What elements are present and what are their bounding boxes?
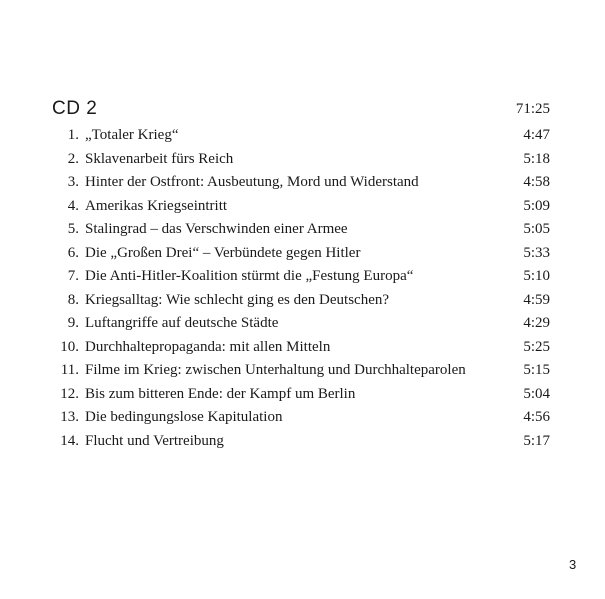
- track-row: [52, 359, 550, 383]
- track-row: [52, 171, 550, 195]
- track-number: 6.: [67, 244, 79, 261]
- track-number: 8.: [67, 291, 79, 308]
- track-row: [52, 124, 550, 148]
- track-number: 4.: [67, 197, 79, 214]
- track-title: Die bedingungslose Kapitulation: [85, 409, 283, 425]
- track-title: Luftangriffe auf deutsche Städte: [85, 315, 279, 331]
- cd-header: [52, 98, 550, 124]
- track-row: [52, 195, 550, 219]
- track-title: Stalingrad – das Verschwinden einer Armee: [85, 221, 348, 237]
- track-time: 5:18: [523, 150, 550, 167]
- track-time: 5:33: [523, 244, 550, 261]
- track-row: [52, 406, 550, 430]
- cd-title: CD 2: [52, 98, 98, 119]
- track-title: Bis zum bitteren Ende: der Kampf um Berlin: [85, 385, 356, 402]
- track-row: [52, 218, 550, 242]
- track-time: 5:09: [523, 197, 550, 214]
- track-title: Flucht und Vertreibung: [85, 432, 224, 449]
- track-row: [52, 430, 550, 454]
- track-row: [52, 148, 550, 172]
- track-number: 11.: [60, 362, 79, 378]
- track-title: Hinter der Ostfront: Ausbeutung, Mord und Widerstand: [85, 174, 419, 190]
- track-number: 1.: [67, 127, 79, 143]
- track-number: 3.: [67, 174, 79, 190]
- track-time: 4:59: [523, 291, 550, 308]
- track-title: Sklavenarbeit fürs Reich: [85, 150, 234, 167]
- track-title: Die Anti-Hitler-Koalition stürmt die „Festung Europa“: [85, 268, 414, 284]
- track-number: 10.: [60, 338, 79, 355]
- track-number: 14.: [60, 432, 79, 449]
- track-title: „Totaler Krieg“: [85, 127, 179, 143]
- track-row: [52, 265, 550, 289]
- tracklist: [52, 124, 550, 453]
- track-title: Amerikas Kriegseintritt: [85, 197, 228, 214]
- track-number: 7.: [67, 268, 79, 284]
- track-time: 4:29: [523, 315, 550, 331]
- track-time: 5:15: [523, 362, 550, 378]
- page-number: 3: [569, 557, 577, 572]
- track-time: 4:56: [523, 409, 550, 425]
- track-time: 5:10: [523, 268, 550, 284]
- track-row: [52, 383, 550, 407]
- track-time: 4:47: [523, 127, 550, 143]
- track-title: Kriegsalltag: Wie schlecht ging es den Deutschen?: [85, 291, 390, 308]
- track-time: 5:25: [523, 338, 550, 355]
- track-row: [52, 312, 550, 336]
- track-number: 5.: [67, 221, 79, 237]
- track-number: 2.: [67, 150, 79, 167]
- track-time: 5:04: [523, 385, 550, 402]
- track-row: [52, 336, 550, 360]
- cd-total-time: 71:25: [515, 101, 550, 117]
- track-time: 5:17: [523, 432, 550, 449]
- track-title: Die „Großen Drei“ – Verbündete gegen Hitler: [85, 244, 361, 261]
- track-title: Filme im Krieg: zwischen Unterhaltung und Durchhalteparolen: [85, 362, 466, 378]
- track-title: Durchhaltepropaganda: mit allen Mitteln: [85, 338, 331, 355]
- track-row: [52, 289, 550, 313]
- track-number: 13.: [60, 409, 79, 425]
- track-number: 9.: [67, 315, 79, 331]
- track-time: 4:58: [523, 174, 550, 190]
- track-number: 12.: [60, 385, 79, 402]
- track-row: [52, 242, 550, 266]
- track-time: 5:05: [523, 221, 550, 237]
